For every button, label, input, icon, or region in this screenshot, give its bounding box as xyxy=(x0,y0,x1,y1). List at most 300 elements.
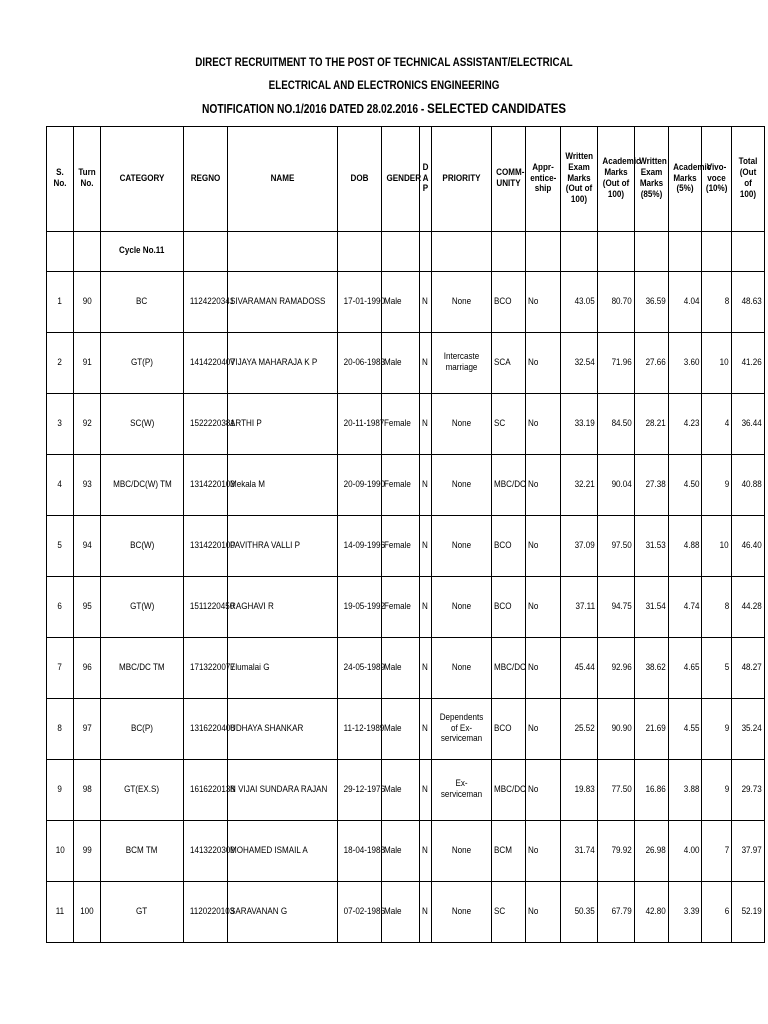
cell-apprenticeship xyxy=(526,638,561,699)
cell-academic5-text: 4.04 xyxy=(683,295,699,307)
cell-apprenticeship xyxy=(526,333,561,394)
table-row xyxy=(47,394,765,455)
cell-community-text: BCO xyxy=(494,722,512,734)
cell-written85-text: 38.62 xyxy=(645,661,666,673)
notification-text: NOTIFICATION NO.1/2016 DATED 28.02.2016 - xyxy=(201,102,428,116)
cell-name xyxy=(228,821,338,882)
cell-apprenticeship-text: No xyxy=(528,295,539,307)
cycle-cell-empty xyxy=(702,232,732,272)
cell-name-text: Elumalai G xyxy=(230,661,270,673)
cell-turn-text: 91 xyxy=(82,356,92,368)
cell-academic5 xyxy=(669,272,702,333)
cell-academic-text: 97.50 xyxy=(611,539,632,551)
document-title-line-2: ELECTRICAL AND ELECTRONICS ENGINEERING xyxy=(268,78,500,92)
cell-category xyxy=(101,699,184,760)
cell-priority xyxy=(432,272,492,333)
column-header-text: Total (Out of 100) xyxy=(738,156,758,200)
cell-sno xyxy=(47,760,74,821)
cell-dap xyxy=(420,394,432,455)
cell-vivo xyxy=(702,577,732,638)
cell-gender-text: Male xyxy=(384,661,402,673)
cell-dob-text: 18-04-1988 xyxy=(343,844,385,856)
cell-turn xyxy=(74,577,101,638)
cell-written xyxy=(561,455,598,516)
cell-written-text: 37.09 xyxy=(574,539,595,551)
cell-dap xyxy=(420,455,432,516)
cell-community-text: SC xyxy=(494,905,506,917)
cell-turn-text: 95 xyxy=(82,600,92,612)
cell-category xyxy=(101,882,184,943)
cell-vivo-text: 5 xyxy=(724,661,729,673)
cell-name-text: SARAVANAN G xyxy=(230,905,288,917)
cell-apprenticeship-text: No xyxy=(528,478,539,490)
cell-category-text: GT(W) xyxy=(129,600,155,612)
cycle-cell-empty xyxy=(228,232,338,272)
cell-name-text: Mekala M xyxy=(230,478,266,490)
cell-category-text: GT(P) xyxy=(131,356,153,368)
cell-written85-text: 36.59 xyxy=(645,295,666,307)
cell-written85-text: 21.69 xyxy=(645,722,666,734)
cell-priority-text: None xyxy=(451,478,472,490)
column-header xyxy=(635,127,669,232)
cell-gender xyxy=(382,333,420,394)
cell-priority-text: Intercaste marriage xyxy=(443,351,480,373)
cell-dob xyxy=(338,455,385,516)
cell-written85 xyxy=(635,882,669,943)
column-header-text: S. No. xyxy=(53,167,67,189)
cell-community-text: MBC/DC xyxy=(494,661,526,673)
cell-name-text: ARTHI P xyxy=(230,417,262,429)
cell-dob-text: 19-05-1992 xyxy=(343,600,385,612)
cell-academic5 xyxy=(669,333,702,394)
cell-sno-text: 4 xyxy=(57,478,63,490)
cell-vivo-text: 9 xyxy=(724,722,729,734)
column-header xyxy=(732,127,765,232)
cell-community xyxy=(492,272,526,333)
cell-turn-text: 99 xyxy=(82,844,92,856)
cycle-cell-empty xyxy=(669,232,702,272)
column-header xyxy=(101,127,184,232)
cycle-cell-empty xyxy=(526,232,561,272)
cell-apprenticeship xyxy=(526,272,561,333)
cell-sno-text: 10 xyxy=(55,844,65,856)
cell-academic xyxy=(598,272,635,333)
cell-apprenticeship xyxy=(526,394,561,455)
cell-regno-text: 1413220309 xyxy=(189,844,235,856)
cell-dap xyxy=(420,821,432,882)
cell-written85-text: 42.80 xyxy=(645,905,666,917)
cell-dap-text: N xyxy=(422,661,428,673)
table-row xyxy=(47,760,765,821)
cell-written85 xyxy=(635,821,669,882)
cell-priority-text: Ex-serviceman xyxy=(440,778,483,800)
cell-academic5-text: 4.65 xyxy=(683,661,699,673)
cell-dob xyxy=(338,577,385,638)
cell-academic5-text: 4.23 xyxy=(683,417,699,429)
cell-sno xyxy=(47,638,74,699)
cell-vivo xyxy=(702,333,732,394)
column-header-text: CATEGORY xyxy=(119,172,165,184)
cell-name-text: VIJAYA MAHARAJA K P xyxy=(230,356,318,368)
cell-gender xyxy=(382,821,420,882)
cell-academic5 xyxy=(669,516,702,577)
cell-apprenticeship-text: No xyxy=(528,539,539,551)
cell-turn-text: 92 xyxy=(82,417,92,429)
cell-written-text: 45.44 xyxy=(574,661,595,673)
cell-category-text: GT(EX.S) xyxy=(124,783,160,795)
cell-dob xyxy=(338,760,385,821)
cell-vivo xyxy=(702,699,732,760)
cell-priority xyxy=(432,516,492,577)
cell-regno-text: 1616220138 xyxy=(189,783,235,795)
cell-sno-text: 7 xyxy=(57,661,63,673)
cell-written-text: 31.74 xyxy=(574,844,595,856)
cell-turn xyxy=(74,760,101,821)
cell-regno xyxy=(184,638,235,699)
cell-community-text: BCO xyxy=(494,539,512,551)
cell-academic5-text: 4.55 xyxy=(683,722,699,734)
cell-community xyxy=(492,577,526,638)
cell-regno-text: 1124220341 xyxy=(189,295,235,307)
cell-regno xyxy=(184,882,235,943)
cell-vivo-text: 10 xyxy=(720,356,729,368)
cell-dap xyxy=(420,882,432,943)
cell-academic-text: 79.92 xyxy=(611,844,632,856)
column-header-text: Written Exam Marks (85%) xyxy=(639,156,667,200)
cell-academic xyxy=(598,638,635,699)
cell-academic xyxy=(598,516,635,577)
cell-dap-text: N xyxy=(422,905,428,917)
cell-academic xyxy=(598,455,635,516)
cell-community-text: BCO xyxy=(494,295,512,307)
cell-written85 xyxy=(635,577,669,638)
cell-academic xyxy=(598,577,635,638)
cell-written85-text: 26.98 xyxy=(645,844,666,856)
cell-sno-text: 8 xyxy=(57,722,63,734)
cell-total-text: 29.73 xyxy=(741,783,762,795)
column-header-text: REGNO xyxy=(190,172,221,184)
cell-dob xyxy=(338,882,385,943)
cell-written85 xyxy=(635,516,669,577)
cell-total xyxy=(732,638,765,699)
cell-priority-text: None xyxy=(451,417,472,429)
table-row xyxy=(47,699,765,760)
cell-academic-text: 71.96 xyxy=(611,356,632,368)
cell-total-text: 40.88 xyxy=(741,478,762,490)
cell-dap-text: N xyxy=(422,844,428,856)
cell-category xyxy=(101,394,184,455)
cell-community-text: MBC/DC xyxy=(494,783,526,795)
cell-apprenticeship xyxy=(526,760,561,821)
cell-apprenticeship-text: No xyxy=(528,722,539,734)
cell-gender-text: Male xyxy=(384,356,402,368)
cell-name xyxy=(228,394,338,455)
cell-academic-text: 77.50 xyxy=(611,783,632,795)
cell-academic5 xyxy=(669,699,702,760)
cycle-cell-empty xyxy=(635,232,669,272)
cell-total-text: 35.24 xyxy=(741,722,762,734)
cell-total xyxy=(732,577,765,638)
cell-category xyxy=(101,516,184,577)
cell-category xyxy=(101,638,184,699)
cell-category-text: MBC/DC(W) TM xyxy=(112,478,172,490)
cell-vivo-text: 8 xyxy=(724,600,729,612)
cell-community xyxy=(492,516,526,577)
document-title-line-3 xyxy=(69,100,699,116)
cell-dap xyxy=(420,516,432,577)
cell-dob-text: 20-09-1990 xyxy=(343,478,385,490)
cell-dap xyxy=(420,577,432,638)
cell-dap-text: N xyxy=(422,539,428,551)
cell-total xyxy=(732,516,765,577)
cell-dap xyxy=(420,699,432,760)
cell-category-text: BC(P) xyxy=(131,722,153,734)
selected-candidates-label: SELECTED CANDIDATES xyxy=(427,100,567,116)
column-header-text: Turn No. xyxy=(78,167,96,189)
cell-dob xyxy=(338,333,385,394)
cell-dob xyxy=(338,821,385,882)
column-header-text: Written Exam Marks (Out of 100) xyxy=(565,150,594,206)
cell-academic5 xyxy=(669,760,702,821)
cell-dap-text: N xyxy=(422,600,428,612)
cell-academic5-text: 4.50 xyxy=(683,478,699,490)
cell-gender xyxy=(382,272,420,333)
cell-regno xyxy=(184,516,235,577)
cell-written85-text: 27.38 xyxy=(645,478,666,490)
cell-sno-text: 2 xyxy=(57,356,63,368)
cell-category xyxy=(101,455,184,516)
cell-academic5-text: 3.88 xyxy=(683,783,699,795)
column-header-text: GENDER xyxy=(386,172,422,184)
cell-written85-text: 31.54 xyxy=(645,600,666,612)
cycle-cell-empty xyxy=(598,232,635,272)
column-header-text: Academic Marks (Out of 100) xyxy=(602,156,641,200)
cycle-cell-empty xyxy=(184,232,228,272)
cell-sno xyxy=(47,394,74,455)
cell-written xyxy=(561,577,598,638)
cell-name xyxy=(228,638,338,699)
cell-written-text: 37.11 xyxy=(575,600,595,612)
cell-academic-text: 90.90 xyxy=(611,722,632,734)
cell-written-text: 33.19 xyxy=(574,417,595,429)
cell-priority xyxy=(432,699,492,760)
cell-gender-text: Female xyxy=(384,478,411,490)
cell-gender xyxy=(382,516,420,577)
cell-community xyxy=(492,394,526,455)
cell-turn-text: 97 xyxy=(82,722,92,734)
cell-vivo-text: 7 xyxy=(724,844,729,856)
cell-sno xyxy=(47,516,74,577)
cell-written85-text: 28.21 xyxy=(645,417,666,429)
cell-sno-text: 1 xyxy=(57,295,63,307)
cell-sno xyxy=(47,821,74,882)
cell-academic xyxy=(598,760,635,821)
cell-written xyxy=(561,394,598,455)
cell-total xyxy=(732,821,765,882)
column-header xyxy=(47,127,74,232)
cell-total xyxy=(732,455,765,516)
cell-apprenticeship-text: No xyxy=(528,661,539,673)
column-header xyxy=(74,127,101,232)
cycle-cell-empty xyxy=(74,232,101,272)
cell-written xyxy=(561,760,598,821)
cell-apprenticeship xyxy=(526,821,561,882)
cell-written xyxy=(561,272,598,333)
cell-vivo-text: 10 xyxy=(720,539,729,551)
cell-total-text: 41.26 xyxy=(741,356,762,368)
cell-total xyxy=(732,394,765,455)
cell-written xyxy=(561,821,598,882)
cell-academic5 xyxy=(669,394,702,455)
cell-gender-text: Female xyxy=(384,539,411,551)
cell-category-text: BC(W) xyxy=(129,539,155,551)
column-header xyxy=(338,127,382,232)
cell-written xyxy=(561,699,598,760)
cell-community xyxy=(492,333,526,394)
cell-total xyxy=(732,882,765,943)
cell-dap xyxy=(420,333,432,394)
cell-community-text: MBC/DC xyxy=(494,478,526,490)
cell-turn xyxy=(74,638,101,699)
cell-regno-text: 1120220103 xyxy=(189,905,235,917)
cell-vivo xyxy=(702,882,732,943)
column-header xyxy=(492,127,526,232)
cell-regno-text: 1511220450 xyxy=(189,600,235,612)
cell-dob-text: 11-12-1989 xyxy=(343,722,385,734)
cell-vivo xyxy=(702,638,732,699)
cell-turn xyxy=(74,516,101,577)
cell-regno-text: 1522220381 xyxy=(189,417,235,429)
cell-regno xyxy=(184,577,235,638)
cycle-label xyxy=(101,232,184,272)
cell-community xyxy=(492,699,526,760)
cell-sno-text: 5 xyxy=(57,539,63,551)
cell-community xyxy=(492,760,526,821)
table-row xyxy=(47,333,765,394)
cell-category-text: SC(W) xyxy=(129,417,155,429)
cell-apprenticeship-text: No xyxy=(528,600,539,612)
cell-regno-text: 1414220407 xyxy=(189,356,235,368)
cell-regno xyxy=(184,455,235,516)
cell-dap-text: N xyxy=(422,783,428,795)
cell-academic xyxy=(598,333,635,394)
cell-priority-text: None xyxy=(451,905,472,917)
cell-turn-text: 96 xyxy=(82,661,92,673)
cell-academic-text: 67.79 xyxy=(611,905,632,917)
cell-academic5 xyxy=(669,882,702,943)
cell-vivo-text: 9 xyxy=(724,478,729,490)
cell-dob-text: 24-05-1989 xyxy=(343,661,385,673)
cell-sno xyxy=(47,272,74,333)
cell-sno-text: 3 xyxy=(57,417,63,429)
cell-gender-text: Female xyxy=(384,600,411,612)
cell-written xyxy=(561,516,598,577)
cell-name-text: SIVARAMAN RAMADOSS xyxy=(230,295,326,307)
cell-sno xyxy=(47,577,74,638)
cell-regno-text: 1314220100 xyxy=(189,539,235,551)
cycle-cell-empty xyxy=(420,232,432,272)
cell-academic-text: 80.70 xyxy=(611,295,632,307)
cell-name xyxy=(228,516,338,577)
cell-academic5-text: 4.88 xyxy=(683,539,699,551)
cell-written-text: 50.35 xyxy=(574,905,595,917)
cell-dob-text: 07-02-1986 xyxy=(343,905,385,917)
cell-vivo xyxy=(702,455,732,516)
cell-written xyxy=(561,882,598,943)
cycle-cell-empty xyxy=(561,232,598,272)
cell-written-text: 32.54 xyxy=(574,356,595,368)
cell-category-text: BCM TM xyxy=(126,844,158,856)
cell-vivo-text: 9 xyxy=(724,783,729,795)
cell-academic-text: 90.04 xyxy=(611,478,632,490)
cell-vivo xyxy=(702,516,732,577)
cell-academic5 xyxy=(669,455,702,516)
cell-apprenticeship xyxy=(526,516,561,577)
cell-regno xyxy=(184,272,235,333)
cell-turn xyxy=(74,272,101,333)
cell-community-text: BCO xyxy=(494,600,512,612)
cell-written xyxy=(561,333,598,394)
cell-priority-text: None xyxy=(451,539,472,551)
cell-written-text: 25.52 xyxy=(574,722,595,734)
cell-vivo xyxy=(702,394,732,455)
cell-regno xyxy=(184,394,235,455)
cell-name-text: RAGHAVI R xyxy=(230,600,274,612)
cell-priority xyxy=(432,821,492,882)
cell-dob-text: 20-06-1983 xyxy=(343,356,385,368)
cell-priority xyxy=(432,333,492,394)
cell-turn xyxy=(74,821,101,882)
cell-priority-text: None xyxy=(451,661,472,673)
cell-priority xyxy=(432,882,492,943)
cell-category-text: GT xyxy=(136,905,148,917)
cell-priority xyxy=(432,638,492,699)
cell-sno xyxy=(47,882,74,943)
cell-dap-text: N xyxy=(422,356,428,368)
cell-turn xyxy=(74,699,101,760)
table-row xyxy=(47,821,765,882)
cell-academic-text: 84.50 xyxy=(611,417,632,429)
cell-total-text: 37.97 xyxy=(741,844,762,856)
column-header xyxy=(702,127,732,232)
cell-written85 xyxy=(635,272,669,333)
cell-academic xyxy=(598,882,635,943)
cell-community xyxy=(492,638,526,699)
cell-turn xyxy=(74,394,101,455)
cell-total-text: 48.27 xyxy=(741,661,762,673)
cell-turn-text: 94 xyxy=(82,539,92,551)
cell-priority-text: None xyxy=(451,295,472,307)
column-header xyxy=(184,127,228,232)
cycle-cell-empty xyxy=(338,232,382,272)
cell-academic5-text: 4.74 xyxy=(683,600,699,612)
cell-academic xyxy=(598,699,635,760)
cell-gender xyxy=(382,760,420,821)
cell-name xyxy=(228,577,338,638)
cell-dob-text: 14-09-1996 xyxy=(343,539,385,551)
cell-vivo-text: 8 xyxy=(724,295,729,307)
cell-vivo xyxy=(702,821,732,882)
cell-category xyxy=(101,333,184,394)
cell-regno xyxy=(184,821,235,882)
cell-turn-text: 100 xyxy=(80,905,94,917)
cell-priority xyxy=(432,760,492,821)
cell-sno-text: 11 xyxy=(55,905,65,917)
cell-gender xyxy=(382,638,420,699)
cell-academic5 xyxy=(669,638,702,699)
cell-apprenticeship xyxy=(526,699,561,760)
cell-dob-text: 20-11-1987 xyxy=(343,417,385,429)
